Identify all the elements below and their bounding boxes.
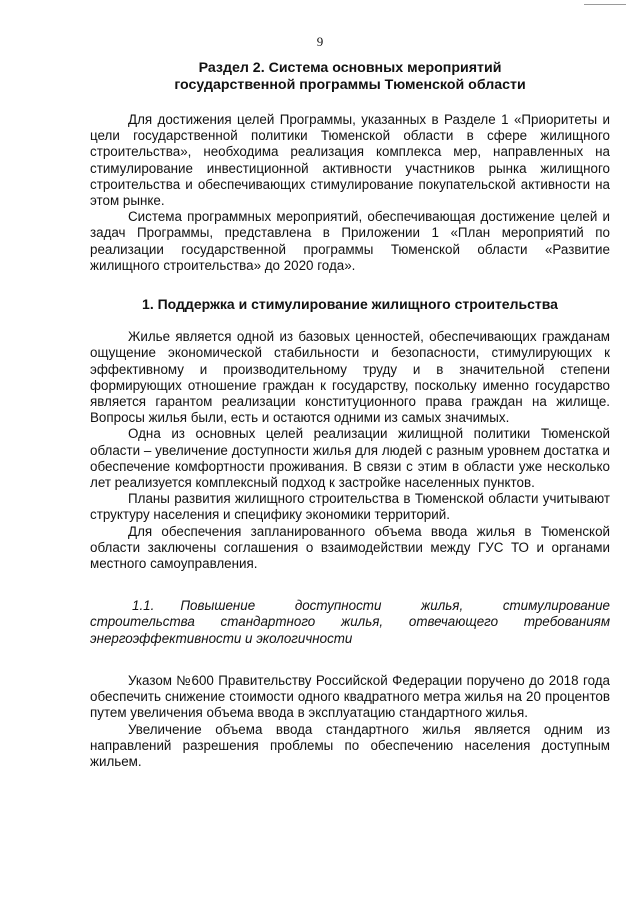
- section-title-line-1: Раздел 2. Система основных мероприятий: [198, 60, 502, 76]
- body-paragraph: Для обеспечения запланированного объема ввода жилья в Тюменской области заключены соглашения о взаимодействии между ГУС ТО и органами местного самоуправления.: [90, 523, 610, 572]
- body-paragraph: Жилье является одной из базовых ценностей, обеспечивающих гражданам ощущение экономической стабильности и безопасности, стимулирующих к эффективному и производительному труду и в значительной степени формирующих отношение граждан к государству, поскольку именно государство является гарантом реализации конституционного права граждан на жилище. Вопросы жилья были, есть и остаются одними из самых значимых.: [90, 329, 610, 426]
- subsection-heading: 1. Поддержка и стимулирование жилищного строительства: [142, 296, 558, 313]
- intro-paragraph: Для достижения целей Программы, указанных в Разделе 1 «Приоритеты и цели государственной политики Тюменской области в сфере жилищного строительства», необходима реализация комплекса мер, направленных на стимулирование инвестиционной активности участников рынка жилищного строительства и обеспечивающих стимулирование покупательской активности на этом рынке.: [90, 112, 610, 209]
- intro-paragraph: Система программных мероприятий, обеспечивающая достижение целей и задач Программы, представлена в Приложении 1 «План мероприятий по реализации государственной программы Тюменской области «Развитие жилищного строительства» до 2020 года».: [90, 209, 610, 273]
- subsection-title: Повышение доступности жилья, стимулирование строительства стандартного жилья, отвечающего требованиям энергоэффективности и экологичности: [90, 598, 610, 646]
- header-rule: [584, 4, 626, 5]
- body-paragraph: Указом №600 Правительству Российской Федерации поручено до 2018 года обеспечить снижение стоимости одного квадратного метра жилья на 20 процентов путем увеличения объема ввода в эксплуатацию стандартного жилья.: [90, 672, 610, 721]
- body-paragraph: Одна из основных целей реализации жилищной политики Тюменской области – увеличение доступности жилья для людей с разным уровнем достатка и обеспечение комфортности проживания. В связи с этим в области уже несколько лет реализуется комплексный подход к застройке населенных пунктов.: [90, 426, 610, 491]
- subsection-1-1-heading: [90, 598, 610, 647]
- page-number: 9: [316, 34, 324, 49]
- body-paragraph: Планы развития жилищного строительства в Тюменской области учитывают структуру населения и специфику экономики территорий.: [90, 491, 610, 523]
- section-title: [90, 60, 610, 94]
- subsection-number: 1.1.: [132, 598, 155, 614]
- document-body: [90, 60, 610, 770]
- body-paragraph: Увеличение объема ввода стандартного жилья является одним из направлений разрешения проблемы по обеспечению населения доступным жильем.: [90, 721, 610, 769]
- section-title-line-2: государственной программы Тюменской области: [174, 77, 526, 93]
